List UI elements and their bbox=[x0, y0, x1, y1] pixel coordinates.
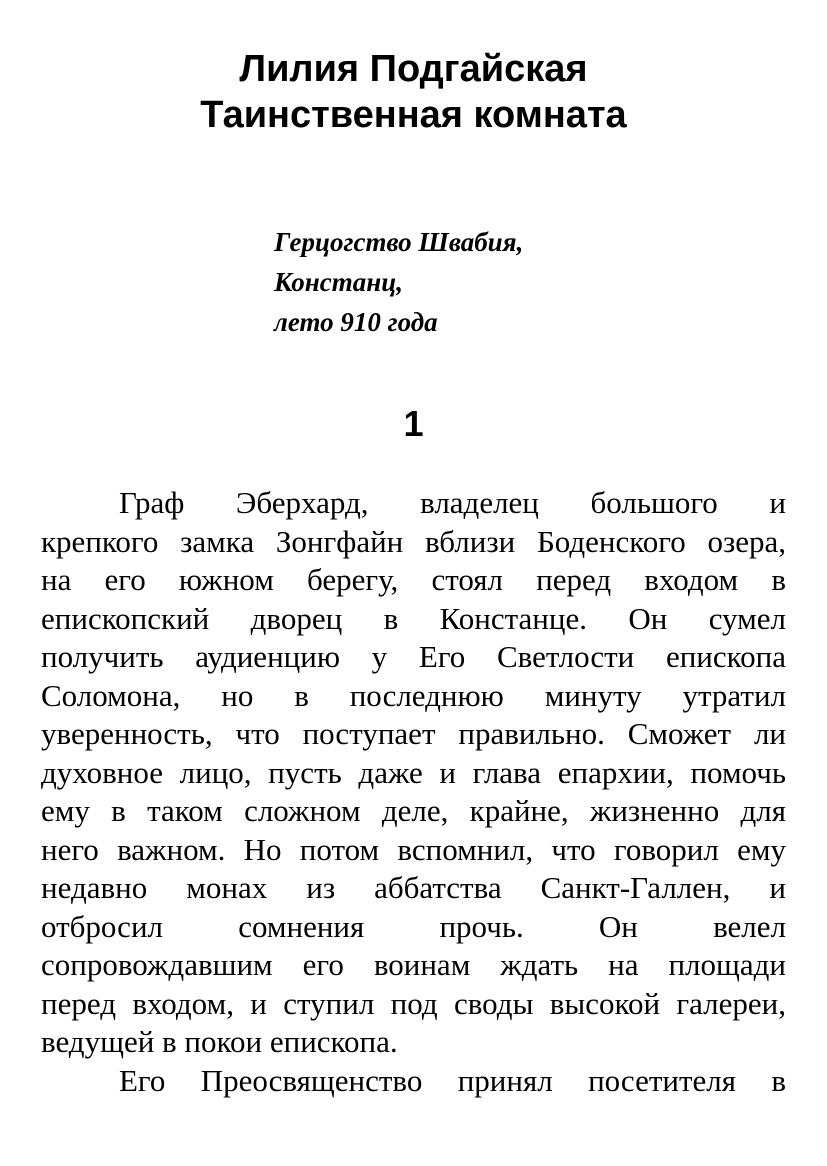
epigraph-line: Констанц, bbox=[274, 267, 404, 297]
text-line: Граф Эберхард, владелец большого и bbox=[119, 485, 786, 520]
body-text bbox=[41, 484, 786, 1100]
text-line: перед входом, и ступил под своды высокой галереи, bbox=[41, 985, 786, 1021]
author-name: Лилия Подгайская bbox=[239, 48, 588, 90]
text-line: на его южном берегу, стоял перед входом в bbox=[41, 562, 786, 597]
book-title: Таинственная комната bbox=[200, 94, 627, 136]
book-heading bbox=[0, 46, 827, 138]
text-line: недавно монах из аббатства Санкт-Галлен, и bbox=[41, 870, 786, 905]
text-line: крепкого замка Зонгфайн вблизи Боденского озера, bbox=[41, 523, 786, 559]
epigraph bbox=[274, 222, 523, 342]
text-line: духовное лицо, пусть даже и глава епархии, помочь bbox=[41, 754, 786, 790]
epigraph-line: лето 910 года bbox=[274, 307, 438, 337]
text-line: сопровождавшим его воинам ждать на площади bbox=[41, 947, 786, 982]
text-line: Его Преосвященство принял посетителя в bbox=[119, 1062, 786, 1098]
text-line: отбросил сомнения прочь. Он велел bbox=[41, 908, 786, 944]
text-line: епископский дворец в Констанце. Он сумел bbox=[41, 600, 786, 636]
text-line: получить аудиенцию у Его Светлости епископа bbox=[41, 639, 786, 674]
text-line: Соломона, но в последнюю минуту утратил bbox=[41, 677, 786, 713]
text-line: уверенность, что поступает правильно. Сможет ли bbox=[41, 716, 786, 751]
chapter-number: 1 bbox=[403, 403, 424, 444]
text-line: ему в таком сложном деле, крайне, жизненно для bbox=[41, 793, 786, 828]
epigraph-line: Герцогство Швабия, bbox=[274, 227, 524, 257]
text-line: него важном. Но потом вспомнил, что говорил ему bbox=[41, 831, 786, 867]
text-line: ведущей в покои епископа. bbox=[41, 1024, 398, 1059]
